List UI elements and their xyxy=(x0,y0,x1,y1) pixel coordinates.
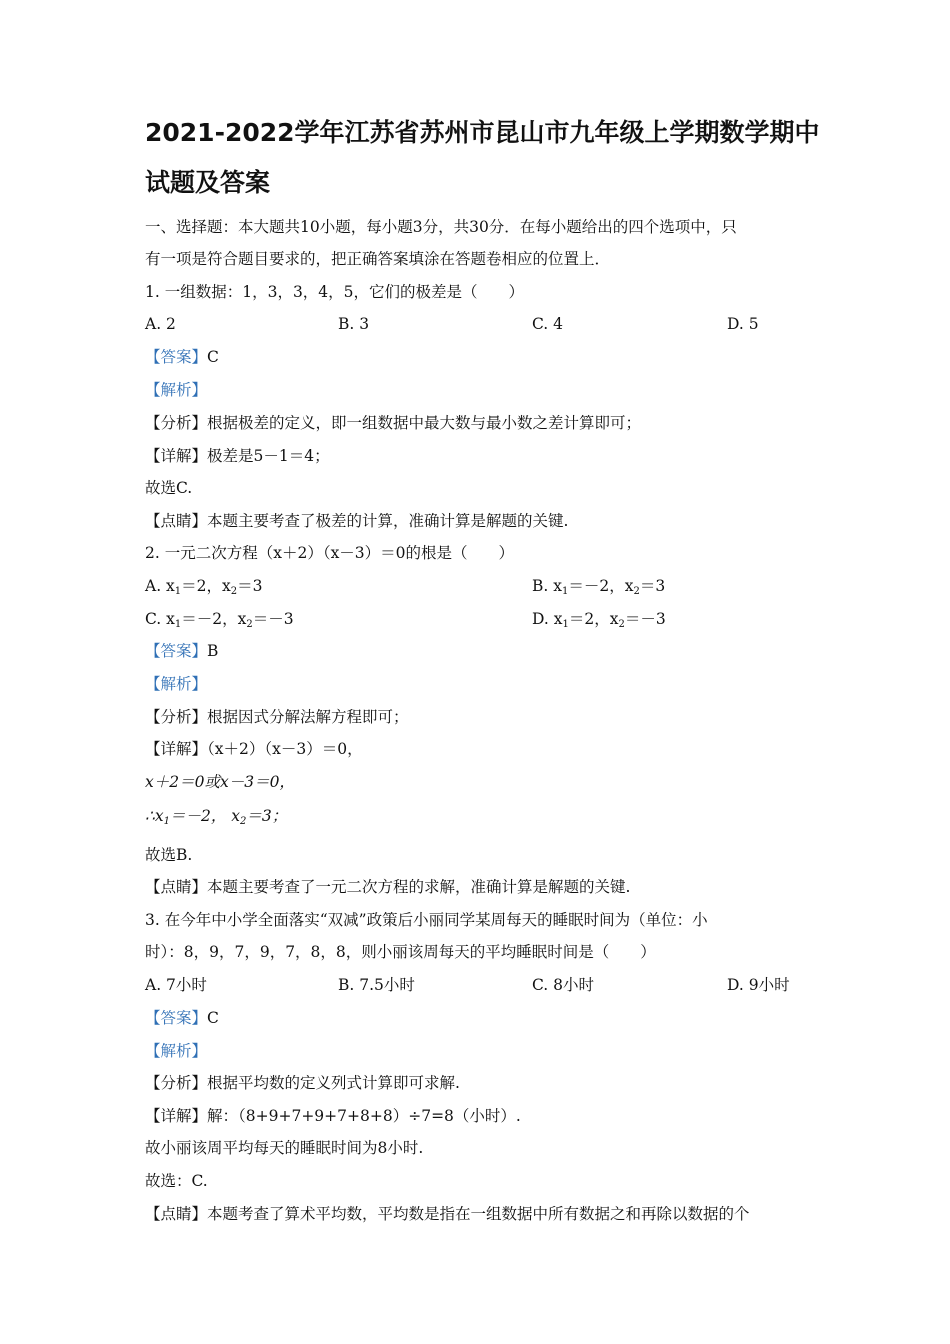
detail-text: 解：（8+9+7+9+7+8+8）÷7=8（小时）. xyxy=(207,1107,521,1125)
detail-text: （x＋2）（x－3）＝0， xyxy=(207,740,363,758)
q3-option-c: C. 8小时 xyxy=(532,976,595,994)
q3-detail xyxy=(145,1106,521,1126)
analysis-tag: 【分析】 xyxy=(145,414,208,432)
q3-choice: 故选：C. xyxy=(145,1172,208,1190)
comment-text: 本题考查了算术平均数，平均数是指在一组数据中所有数据之和再除以数据的个 xyxy=(207,1205,750,1223)
comment-text: 本题主要考查了极差的计算，准确计算是解题的关键. xyxy=(207,512,569,530)
q2-step-1: x＋2＝0或x－3＝0， xyxy=(145,773,295,791)
q2-jiexi-tag: 【解析】 xyxy=(145,675,208,693)
analysis-text: 根据平均数的定义列式计算即可求解. xyxy=(207,1074,460,1092)
q1-option-c: C. 4 xyxy=(532,315,564,333)
comment-tag: 【点睛】 xyxy=(145,1205,208,1223)
doc-title-line-2: 试题及答案 xyxy=(145,168,271,197)
analysis-tag: 【分析】 xyxy=(145,708,208,726)
detail-tag: 【详解】 xyxy=(145,740,208,758)
q1-comment xyxy=(145,511,568,531)
q1-jiexi-tag: 【解析】 xyxy=(145,381,208,399)
analysis-text: 根据因式分解法解方程即可； xyxy=(207,708,409,726)
q1-option-b: B. 3 xyxy=(338,315,370,333)
q1-stem: 1. 一组数据：1，3，3，4，5，它们的极差是（ ） xyxy=(145,283,525,301)
q3-stem-line-2: 时）：8，9，7，9，7，8，8，则小丽该周每天的平均睡眠时间是（ ） xyxy=(145,943,656,961)
doc-title-line-1: 2021-2022学年江苏省苏州市昆山市九年级上学期数学期中 xyxy=(145,118,820,147)
detail-text: 极差是5－1＝4； xyxy=(207,447,330,465)
comment-text: 本题主要考查了一元二次方程的求解，准确计算是解题的关键. xyxy=(207,878,631,896)
analysis-text: 根据极差的定义，即一组数据中最大数与最小数之差计算即可； xyxy=(207,414,642,432)
answer-tag: 【答案】 xyxy=(145,1009,208,1027)
answer-tag: 【答案】 xyxy=(145,642,208,660)
answer-tag: 【答案】 xyxy=(145,348,208,366)
section-heading-line-2: 有一项是符合题目要求的，把正确答案填涂在答题卷相应的位置上． xyxy=(145,250,611,268)
q1-analysis xyxy=(145,413,641,433)
detail-tag: 【详解】 xyxy=(145,1107,208,1125)
answer-value: C xyxy=(207,348,219,366)
q3-option-a: A. 7小时 xyxy=(145,976,207,994)
q1-answer xyxy=(145,347,219,367)
q1-choice: 故选C. xyxy=(145,479,193,497)
q3-conclusion: 故小丽该周平均每天的睡眠时间为8小时. xyxy=(145,1139,424,1157)
q2-choice: 故选B. xyxy=(145,846,193,864)
answer-value: C xyxy=(207,1009,219,1027)
analysis-tag: 【分析】 xyxy=(145,1074,208,1092)
q3-answer xyxy=(145,1008,219,1028)
q3-comment xyxy=(145,1204,750,1224)
comment-tag: 【点睛】 xyxy=(145,878,208,896)
q3-option-d: D. 9小时 xyxy=(727,976,790,994)
q3-stem-line-1: 3. 在今年中小学全面落实“双减”政策后小丽同学某周每天的睡眠时间为（单位：小 xyxy=(145,911,708,929)
q2-option-c: C. $x_1=-2$，$x_2=-3$ xyxy=(145,610,294,630)
q2-step-2: $\therefore x_1=-2$， $x_2=3$； xyxy=(145,807,288,827)
q2-comment xyxy=(145,877,630,897)
q2-stem: 2. 一元二次方程（x＋2）（x－3）＝0的根是（ ） xyxy=(145,544,515,562)
q3-jiexi-tag: 【解析】 xyxy=(145,1042,208,1060)
detail-tag: 【详解】 xyxy=(145,447,208,465)
q1-option-a: A. 2 xyxy=(145,315,176,333)
q3-option-b: B. 7.5小时 xyxy=(338,976,415,994)
q2-option-a: A. $x_1=2$，$x_2=3$ xyxy=(145,577,263,597)
q2-detail xyxy=(145,739,363,759)
comment-tag: 【点睛】 xyxy=(145,512,208,530)
section-heading-line-1: 一、选择题：本大题共10小题，每小题3分，共30分．在每小题给出的四个选项中，只 xyxy=(145,218,737,236)
q2-option-d: D. $x_1=2$，$x_2=-3$ xyxy=(532,610,666,630)
q2-answer xyxy=(145,641,218,661)
q1-option-d: D. 5 xyxy=(727,315,759,333)
q1-detail xyxy=(145,446,330,466)
q2-analysis xyxy=(145,707,409,727)
q2-option-b: B. $x_1=-2$，$x_2=3$ xyxy=(532,577,666,597)
answer-value: B xyxy=(207,642,219,660)
q3-analysis xyxy=(145,1073,460,1093)
